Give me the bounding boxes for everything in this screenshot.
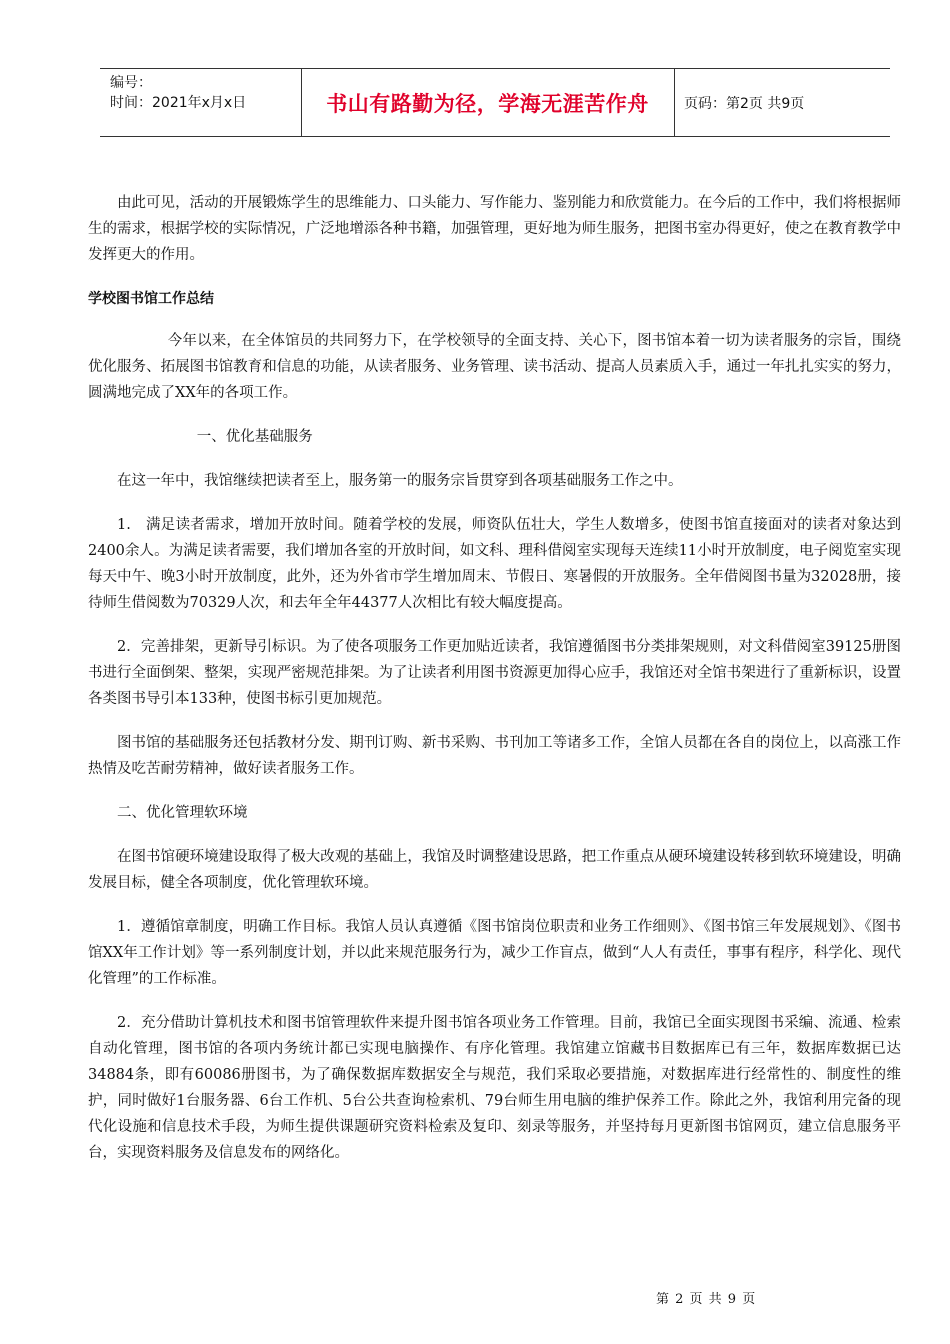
- page-footer: 第 2 页 共 9 页: [656, 1292, 757, 1307]
- section-heading: 一、优化基础服务: [196, 429, 313, 445]
- document-header: [100, 68, 890, 137]
- document-body: [88, 190, 901, 1184]
- paragraph: 今年以来，在全体馆员的共同努力下，在学校领导的全面支持、关心下，图书馆本着一切为读者服务的宗旨，围绕优化服务、拓展图书馆教育和信息的功能，从读者服务、业务管理、读书活动、提高人员素质入手，通过一年扎扎实实的努力，圆满地完成了XX年的各项工作。: [88, 333, 901, 401]
- paragraph: 2．完善排架，更新导引标识。为了使各项服务工作更加贴近读者，我馆遵循图书分类排架规则，对文科借阅室39125册图书进行全面倒架、整架，实现严密规范排架。为了让读者利用图书资源更加得心应手，我馆还对全馆书架进行了重新标识，设置各类图书导引本133种，使图书标引更加规范。: [88, 639, 901, 707]
- paragraph: 图书馆的基础服务还包括教材分发、期刊订购、新书采购、书刊加工等诸多工作，全馆人员都在各自的岗位上，以高涨工作热情及吃苦耐劳精神，做好读者服务工作。: [88, 735, 901, 777]
- number-label: 编号：: [110, 75, 152, 91]
- section-title: 学校图书馆工作总结: [88, 291, 214, 307]
- paragraph: 由此可见，活动的开展锻炼学生的思维能力、口头能力、写作能力、鉴别能力和欣赏能力。在今后的工作中，我们将根据师生的需求，根据学校的实际情况，广泛地增添各种书籍，加强管理，更好地为师生服务，把图书室办得更好，使之在教育教学中发挥更大的作用。: [88, 195, 901, 263]
- section-heading: 二、优化管理软环境: [117, 805, 248, 821]
- paragraph: 在图书馆硬环境建设取得了极大改观的基础上，我馆及时调整建设思路，把工作重点从硬环境建设转移到软环境建设，明确发展目标，健全各项制度，优化管理软环境。: [88, 849, 901, 891]
- header-left-cell: [110, 73, 246, 113]
- paragraph: 在这一年中，我馆继续把读者至上，服务第一的服务宗旨贯穿到各项基础服务工作之中。: [117, 473, 683, 489]
- paragraph: 2．充分借助计算机技术和图书馆管理软件来提升图书馆各项业务工作管理。目前，我馆已全面实现图书采编、流通、检索自动化管理，图书馆的各项内务统计都已实现电脑操作、有序化管理。我馆建立馆藏书目数据库已有三年，数据库数据已达34884条，即有60086册图书，为了确保数据库数据安全与规范，我们采取必要措施，对数据库进行经常性的、制度性的维护，同时做好1台服务器、6台工作机、5台公共查询检索机、79台师生用电脑的维护保养工作。除此之外，我馆利用完备的现代化设施和信息技术手段，为师生提供课题研究资料检索及复印、刻录等服务，并坚持每月更新图书馆网页，建立信息服务平台，实现资料服务及信息发布的网络化。: [88, 1015, 901, 1161]
- paragraph: 1. 满足读者需求，增加开放时间。随着学校的发展，师资队伍壮大，学生人数增多，使图书馆直接面对的读者对象达到2400余人。为满足读者需要，我们增加各室的开放时间，如文科、理科借阅室实现每天连续11小时开放制度，电子阅览室实现每天中午、晚3小时开放制度，此外，还为外省市学生增加周末、节假日、寒暑假的开放服务。全年借阅图书量为32028册，接待师生借阅数为70329人次，和去年全年44377人次相比有较大幅度提高。: [88, 517, 901, 611]
- header-motto: 书山有路勤为径，学海无涯苦作舟: [326, 91, 649, 116]
- paragraph: 1．遵循馆章制度，明确工作目标。我馆人员认真遵循《图书馆岗位职责和业务工作细则》、《图书馆三年发展规划》、《图书馆XX年工作计划》等一系列制度计划，并以此来规范服务行为，减少工作盲点，做到“人人有责任，事事有程序，科学化、现代化管理”的工作标准。: [88, 919, 901, 987]
- header-page-info: 页码：第2页 共9页: [684, 96, 805, 112]
- time-label: 时间：2021年x月x日: [110, 95, 247, 111]
- header-divider: [674, 69, 675, 136]
